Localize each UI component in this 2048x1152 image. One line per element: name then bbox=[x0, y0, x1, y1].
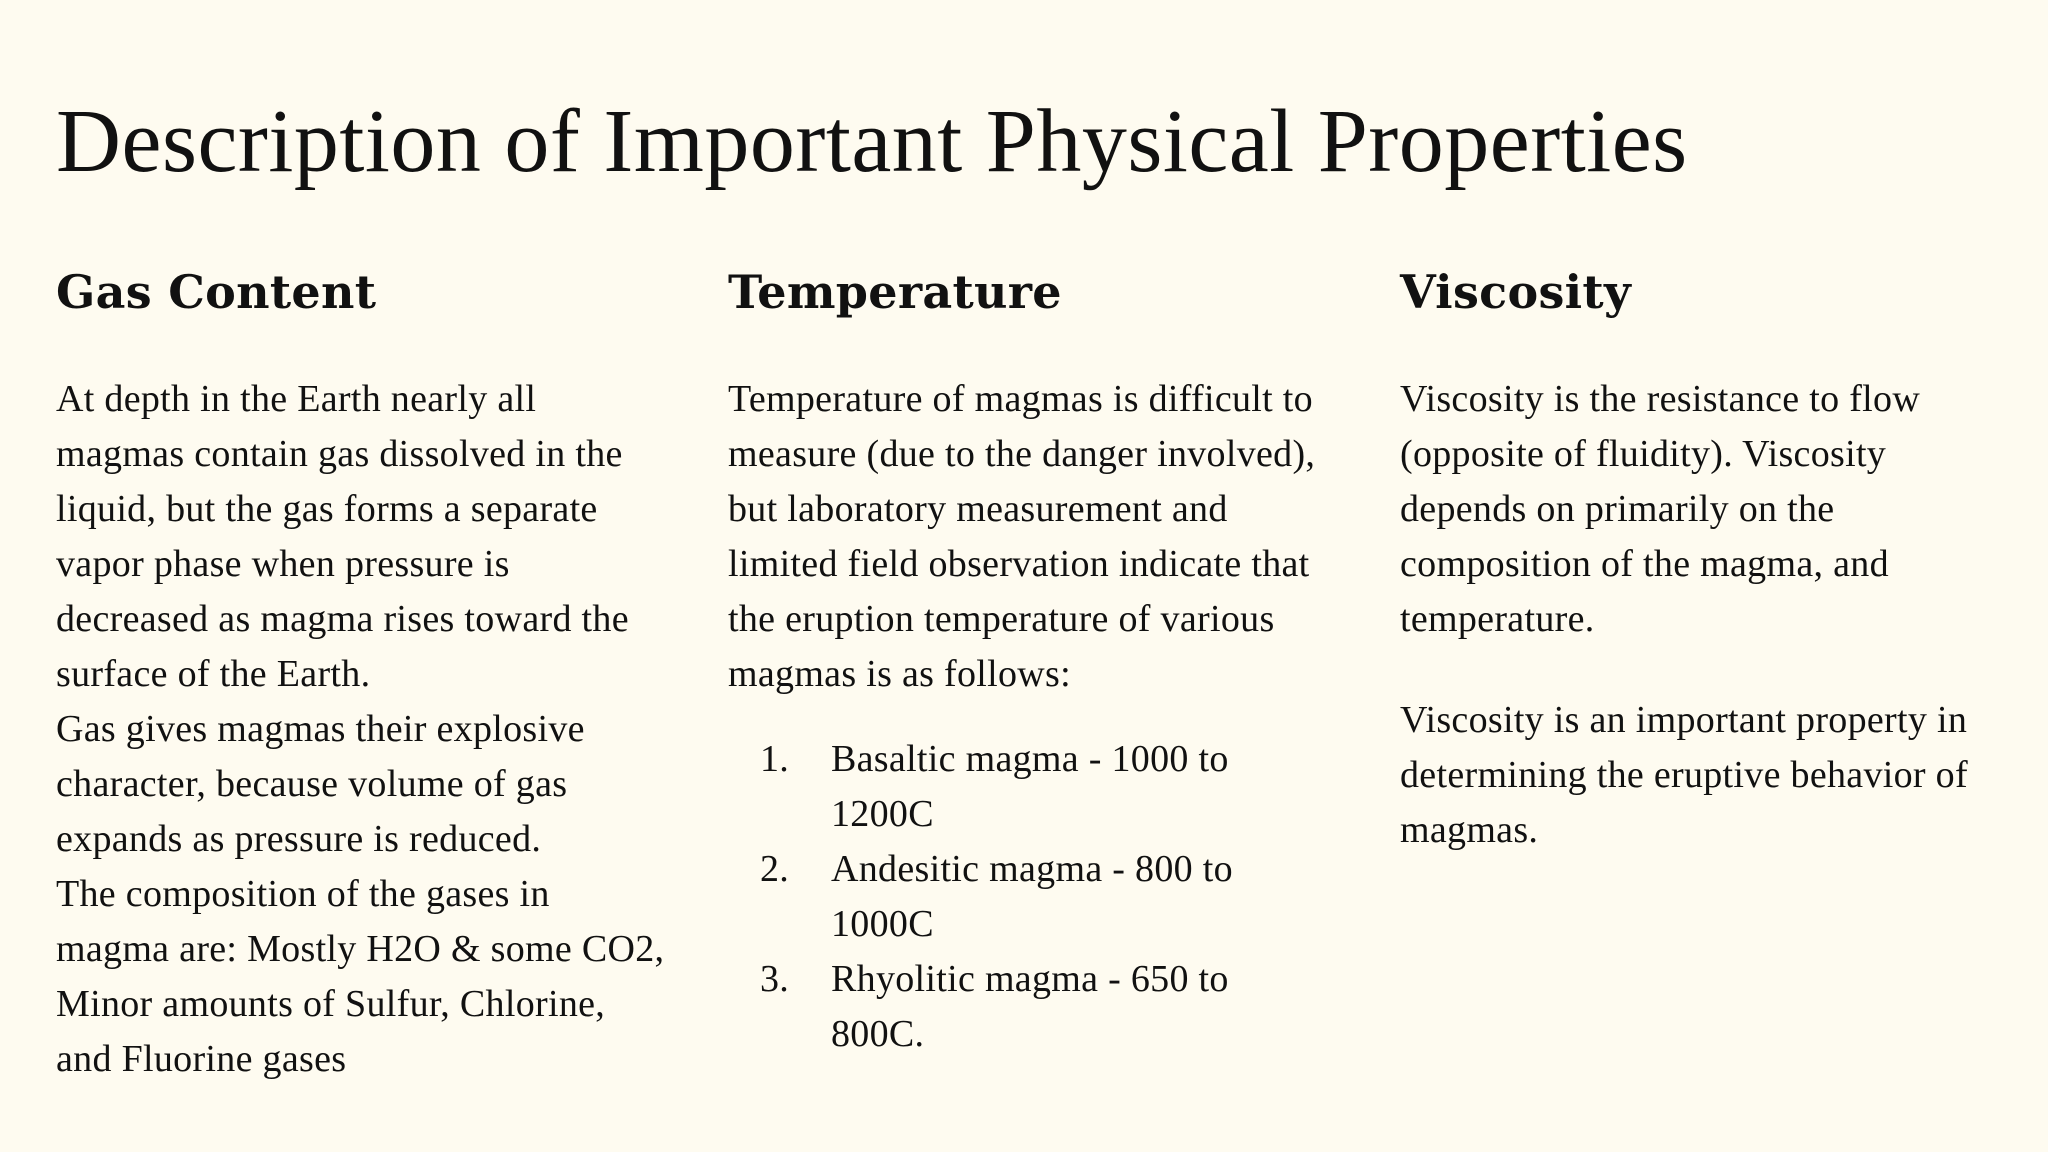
viscosity-paragraph: Viscosity is the resistance to flow (opposite of fluidity). Viscosity depends on primarily on the composition of the magma, and temperature. bbox=[1400, 378, 1921, 640]
list-item bbox=[728, 952, 1301, 1062]
list-item-text: Andesitic magma - 800 to 1000C bbox=[831, 848, 1233, 945]
temperature-intro: Temperature of magmas is difficult to measure (due to the danger involved), but laboratory measurement and limited field observation indicate that the eruption temperature of various magmas is as follows: bbox=[728, 378, 1316, 695]
slide-title: Description of Important Physical Properties bbox=[56, 92, 1688, 191]
viscosity-paragraph: Viscosity is an important property in determining the eruptive behavior of magmas. bbox=[1400, 699, 1968, 851]
temperature-body bbox=[728, 372, 1338, 1062]
list-item bbox=[728, 732, 1301, 842]
list-item bbox=[728, 842, 1301, 952]
list-item-text: Basaltic magma - 1000 to 1200C bbox=[831, 738, 1229, 835]
temperature-list bbox=[728, 732, 1338, 1062]
temperature-heading: Temperature bbox=[728, 265, 1062, 319]
viscosity-body bbox=[1400, 372, 2000, 858]
temperature-column bbox=[728, 262, 1338, 1062]
gas-content-paragraph: The composition of the gases in magma are: Mostly H2O & some CO2, Minor amounts of Sulfur, Chlorine, and Fluorine gases bbox=[56, 873, 665, 1080]
list-item-text: Rhyolitic magma - 650 to 800C. bbox=[831, 958, 1229, 1055]
gas-content-column bbox=[56, 262, 666, 1087]
gas-content-paragraph: At depth in the Earth nearly all magmas contain gas dissolved in the liquid, but the gas forms a separate vapor phase when pressure is decreased as magma rises toward the surface of the Earth. bbox=[56, 378, 629, 695]
gas-content-paragraph: Gas gives magmas their explosive character, because volume of gas expands as pressure is reduced. bbox=[56, 708, 585, 860]
list-item-number: 3. bbox=[760, 958, 790, 1000]
gas-content-heading: Gas Content bbox=[56, 265, 377, 319]
list-item-number: 2. bbox=[760, 848, 790, 890]
viscosity-column bbox=[1400, 262, 2000, 858]
list-item-number: 1. bbox=[760, 738, 790, 780]
paragraph-spacer bbox=[1400, 647, 2000, 693]
viscosity-heading: Viscosity bbox=[1400, 265, 1631, 319]
gas-content-body bbox=[56, 372, 666, 1087]
